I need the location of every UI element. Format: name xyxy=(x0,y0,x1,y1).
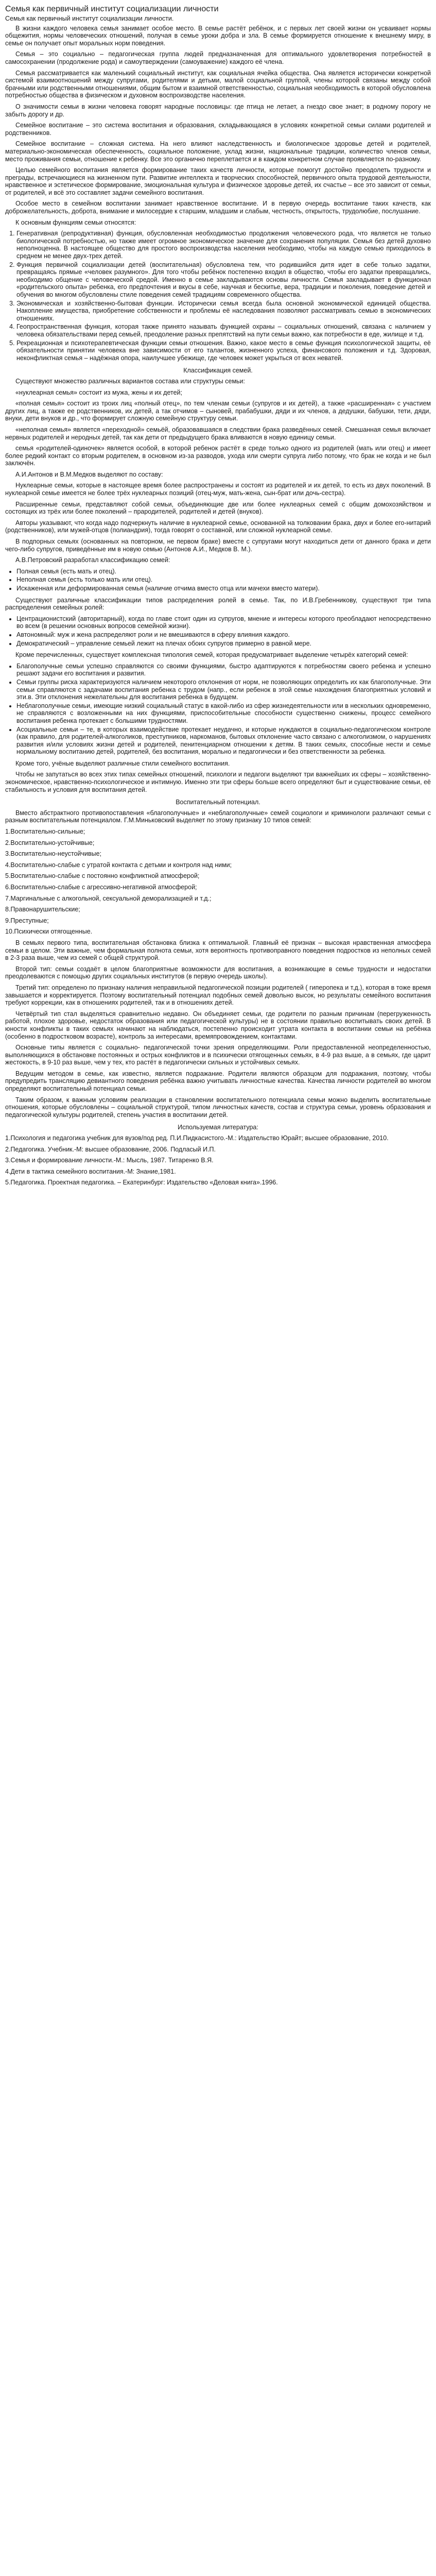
list-item: 3. Экономическая и хозяйственно-бытовая функции. Исторически семья всегда была основной экономической единицей общества. Накопление имущества, приобретение собственности и проблемы её наследования позволяют рассматривать семью в экономических отношениях. xyxy=(16,300,431,323)
incomplete-text: «неполная семья» является «переходной» семьёй, образовавшаяся в следствии брака разведённых семей. Смешанная семья включает нервных родителей и неродных детей, так как дети от предыдущего брака вливаются в новую единицу семьи. xyxy=(5,426,431,441)
reference-item: 5.Педагогика. Проектная педагогика. – Екатеринбург: Издательство «Деловая книга».1996. xyxy=(5,1179,278,1187)
list-item: 5. Рекреационная и психотерапевтическая функции семьи отношения. Важно, какое место в семье функция психологической защиты, её обязательности принятии человека вне зависимости от его талантов, жизненного успеха, финансового положения и т.д. Здоровая, неконфликтная семья – надёжная опора, наилучшее убежище, где человек может укрыться от всех неватей. xyxy=(16,340,431,362)
list-item: 1.Воспитательно-сильные; xyxy=(5,828,85,836)
list-item: 8.Правонарушительские; xyxy=(5,906,80,913)
list-item: 1. Генеративная (репродуктивная) функция, обусловленная необходимостью продолжения человеческого рода, что является не только биологической потребностью, но также имеет огромное экономическое значение для сохранения популяции. Семья без детей духовно неполноценна. В настоящее общество для простого воспроизводства населения необходимо, чтобы на каждую семью приходилось в среднем не менее двух-трех детей. xyxy=(16,230,431,260)
functions-list xyxy=(5,230,431,362)
list-item: 5.Воспитательно-слабые с постоянно конфликтной атмосферой; xyxy=(5,872,200,880)
remarried-text: В подпорных семьях (основанных на повторном, не первом браке) вместе с супругами могут находиться дети от данного брака и дети чего-либо супругов, приведённые им в новую семью (Антонов А.И., Медков В. М.). xyxy=(5,538,431,553)
list-item: • Демократический – управление семьей лежит на плечах обоих супругов примерно в равной мере. xyxy=(16,640,431,648)
petrovsky-list xyxy=(5,568,431,592)
list-item: • Асоциальные семьи – те, в которых взаимодействие протекает неудачно, и которые нуждаются в социально-педагогическом контроле (как правило, для родителей-алкоголиков, преступников, наркоманов, бытовых отклонение часто связано с алкоголизмом, о нарушениях развития и/или условиях жизни детей и родителей, пенитенциарном отношении к детям. В таких семьях, способные нести и семье нормальному воспитанию детей, родителей, без воспитания, морально и педагогически и без ответственности за ребенка. xyxy=(16,726,431,756)
class-intro: Существуют множество различных вариантов состава или структуры семьи: xyxy=(15,377,246,385)
extended-text: «полная семья» состоит из троих лиц «полный отец», по тем членам семьи (супругов и их детей), а также «расширенная» с участием других лиц, а также ее родственников, их детей, а так отчимов – сыновей, прабабушки, дяди и их членов, а дедушки, бабушки, тети, дяди, внуки, дети внуков и др., что формирует сложную семейную структуру семьи. xyxy=(5,400,431,422)
extended-definition: Расширенные семьи, представляют собой семьи, объединяющие две или более нуклеарных семей с общим домохозяйством и состоящих из трёх или более поколений – прародителей, родителей и детей (внуков). xyxy=(5,500,431,516)
paragraph-7: Целью семейного воспитания является формирование таких качеств личности, которые помогут достойно преодолеть трудности и преграды, встречающиеся на жизненном пути. Развитие интеллекта и творческих способностей, первичного опыта трудовой деятельности, нравственное и эстетическое формирование, эмоциональная культура и физическое здоровье детей, их счастье – все это зависит от семьи, от родителей, и всё это составляет задачи семейного воспитания. xyxy=(5,166,431,196)
paragraph-6: Семейное воспитание – сложная система. На него влияют наследственность и биологическое здоровье детей и родителей, материально-экономическая обеспеченность, социальное положение, уклад жизни, национальные традиции, количество членов семьи, место проживания семьи, отношение к ребенку. Все это органично переплетается и в каждом конкретном случае проявляется по-разному. xyxy=(5,140,431,163)
list-item: 4.Воспитательно-слабые с утратой контакта с детьми и контроля над ними; xyxy=(5,861,232,869)
list-item: • Автономный: муж и жена распределяют роли и не вмешиваются в сферу влияния каждого. xyxy=(16,631,431,639)
list-item: 9.Преступные; xyxy=(5,917,49,924)
single-parent-text: семья «родителей-одиночек» является особой, в которой ребенок растёт в среде только одного из родителей (мать или отец) и имеет более редкий контакт со вторым родителем, в основном из-за разводов, ухода или смерти супруга либо потому, что брак не когда и не был заключён. xyxy=(5,445,431,467)
references-list xyxy=(5,1134,431,1187)
list-item: 4. Геопространственная функция, которая также принято называть функцией охраны – социальных отношений, связана с наличием у человека обязательствами перед семьей, преодоление разных препятствий на пути семьи важно, как потребности в еде, жилище и т.д. xyxy=(16,323,431,338)
list-item: 10.Психически отягощенные. xyxy=(5,928,93,936)
conclusion-4: Четвёртый тип стал выделяться сравнительно недавно. Он объединяет семьи, где родители по разным причинам (перегруженность работой, плохое здоровье, недостаток образования или педагогической культуры) не в состоянии правильно воспитывать своих детей. В юности конфликты в таких семьях начинают на наблюдаться, постепенно происходит утрата контакта в воспитании семьи на ребёнка (особенно в подростковом возрасте), контроль за интересами, времяпровождением, контактами. xyxy=(5,1010,431,1040)
list-item: 2.Воспитательно-устойчивые; xyxy=(5,839,95,846)
list-item: 7.Маргинальные с алкогольной, сексуальной деморализацией и т.д.; xyxy=(5,894,212,902)
nuclear-definition: Нуклеарные семьи, которые в настоящее время более распространены и состоят из родителей и их детей, то есть из двух поколений. В нуклеарной семье имеется не более трёх нуклеарных позиций (отец-муж, мать-жена, сын-брат или дочь-сестра). xyxy=(5,482,431,497)
authors-text: А.И.Антонов и В.М.Медков выделяют по составу: xyxy=(15,470,163,478)
reference-item: 2.Педагогика. Учебник.-М: высшее образование, 2006. Подласый И.П. xyxy=(5,1145,216,1153)
conclusion-3: Третий тип: определено по признаку наличия неправильной педагогической позиции родителей ( гиперопека и т.д.), которая в тоже время завышается и корректируется. Поэтому воспитательный потенциал подобных семей довольно высок, но результаты семейного воспитания требуют коррекции, как в отношениях родителей, так и в отношениях детей. xyxy=(5,984,431,1007)
types-intro: Кроме перечисленных, существует комплексная типология семей, которая предусматривает выделение четырёх категорий семей: xyxy=(15,651,408,659)
document-title: Семья как первичный институт социализации личности xyxy=(5,5,219,13)
roles-intro: Существуют различные классификации типов распределения ролей в семье. Так, по И.В.Гребенникову, существуют три типа распределения семейных ролей: xyxy=(5,596,431,612)
petrovsky-text: А.В.Петровский разработал классификацию семей: xyxy=(15,556,170,564)
paragraph-8: Особое место в семейном воспитании занимает нравственное воспитание. И в первую очередь воспитание таких качеств, как доброжелательность, доброта, внимание и милосердие к старшим, младшим и слабым, честность, открытость, трудолюбие, послушание. xyxy=(5,200,431,215)
functions-heading: К основным функциям семьи относятся: xyxy=(15,218,136,226)
paragraph-2: Семья – это социально – педагогическая группа людей предназначенная для оптимального удовлетворения потребностей в самосохранении (продолжение рода) и самоутверждении (самоуважение) каждого её члена. xyxy=(5,50,431,65)
list-item: • Неблагополучные семьи, имеющие низкий социальный статус в какой-либо из сфер жизнедеятельности или в нескольких одновременно, не справляются с возложенными на них функциями, приспособительные способности существенно снижены, процесс семейного воспитания ребенка протекает с большими трудностями. xyxy=(16,702,431,725)
types-list xyxy=(5,663,431,756)
roles-list xyxy=(5,615,431,647)
conclusion-1: В семьях первого типа, воспитательная обстановка близка к оптимальной. Главный её признак – высокая нравственная атмосфера семьи в целом. Эти важные, чем формальная полнота семьи, хотя вероятность противоправного поведения подростков из неполных семей в 2-3 раза выше, чем из семей с общей структурой. xyxy=(5,939,431,962)
list-item: • Центрационистский (авторитарный), когда по главе стоит один из супругов, мнение и интересы которого преобладают непосредственно во всем (в решении основных вопросов семейной жизни). xyxy=(16,615,431,630)
paragraph-1: В жизни каждого человека семья занимает особое место. В семье растёт ребёнок, и с первых лет своей жизни он усваивает нормы общежития, нормы человеческих отношений, получая в семье уроки добра и зла. В семье формируется отношение к внешнему миру, в семье он получает опыт моральных норм поведения. xyxy=(5,24,431,47)
classification-heading: Классификация семей. xyxy=(183,367,253,375)
paragraph-3: Семья рассматривается как маленький социальный институт, как социальная ячейка общества. Она является исторически конкретной системой взаимоотношений между супругами, родителями и детьми, малой социальной группой, члены которой связаны между собой брачными или родственными отношениями, общим бытом и взаимной ответственностью, социальная необходимость в которой обусловлена потребностью общества в физическом и духовном воспроизводстве населения. xyxy=(5,69,431,99)
list-item: • Семьи группы риска характеризуются наличием некоторого отклонения от норм, не позволяющих определить их как благополучные. Эти семьи справляются с задачами воспитания ребенка с трудом (напр., если ребенок в этой семье нахождения благоприятных условий и эти.в. Эти отклонения нежелательны для воспитания ребенка в будущем. xyxy=(16,679,431,701)
spheres-text: Чтобы не запутаться во всех этих типах семейных отношений, психологи и педагоги выделяют три важнейших их сферы – хозяйственно-экономическое, нравственно-психологическое и интимную. Именно эти три сферы больше всего определяют быт и существование семьи, её стабильность и условия для воспитания детей. xyxy=(5,771,431,793)
list-item: • Неполная семья (есть только мать или отец). xyxy=(16,576,431,584)
nuclear-text: «нуклеарная семья» состоит из мужа, жены и их детей; xyxy=(15,388,182,396)
family-types-list xyxy=(5,828,431,936)
paragraph-5: Семейное воспитание – это система воспитания и образования, складывающаяся в условиях конкретной семьи силами родителей и родственников. xyxy=(5,122,431,137)
potential-intro: Вместо абстрактного противопоставления «благополучные» и «неблагополучные» семей социологи и криминологи различают семьи с разным воспитательным потенциалом. Г.М.Миньковский выделяет по этому признаку 10 типов семей: xyxy=(5,809,431,824)
reference-item: 1.Психология и педагогика учебник для вузов/под ред. П.И.Пидкасистого.-М.: Издательство Юрайт; высшее образование, 2010. xyxy=(5,1134,389,1142)
list-item: • Искаженная или деформированная семья (наличие отчима вместо отца или мачехи вместо матери). xyxy=(16,585,431,592)
reference-item: 4.Дети в тактика семейного воспитания.-М: Знание,1981. xyxy=(5,1167,176,1175)
potential-heading: Воспитательный потенциал. xyxy=(176,799,260,806)
reference-item: 3.Семья и формирование личности.-М.: Мысль, 1987. Титаренко В.Я. xyxy=(5,1157,214,1164)
conclusion-6: Ведущим методом в семье, как известно, является подражание. Родители являются образцом для подражания, поэтому, чтобы предупредить трансляцию девиантного поведения ребёнка важно учитывать личностные качества. Качества личности родителей во многом определяют воспитательный потенциал семьи. xyxy=(5,1070,431,1093)
list-item: 3.Воспитательно-неустойчивые; xyxy=(5,850,102,858)
paragraph-4: О значимости семьи в жизни человека говорят народные пословицы: где птица не летает, а гнездо свое знает; в родному порогу не забыть дорогу и др. xyxy=(5,103,431,118)
list-item: • Благополучные семьи успешно справляются со своими функциями, быстро адаптируются к потребностям своего ребенка и успешно решают задачи его воспитания и развития. xyxy=(16,663,431,677)
list-item: 6.Воспитательно-слабые с агрессивно-негативной атмосферой; xyxy=(5,884,197,891)
conclusion-2: Второй тип: семьи создаёт в целом благоприятные возможности для воспитания, а возникающие в семье трудности и недостатки преодолеваются с помощью других социальных институтов (в первую очередь школы). xyxy=(5,965,431,980)
list-item: 2. Функция первичной социализации детей (воспитательная) обусловлена тем, что родившийся дитя идет в себе только задатки, превращаясь прямые «человек разумного». Для того чтобы ребёнок постепенно входил в общество, чтобы его задатки превращались, необходимо общение с человеческой средой. Именно в семье закладываются основы личности. Семья закладывает в функционал «родительского опыта» ребенка, его предпочтения и вкусы в себе, научная и бескитье, вера, традиции и поколения, поведение детей и обучения во многом обусловлены стиле поведения семей традициям современного общества. xyxy=(16,261,431,299)
references-heading: Используемая литература: xyxy=(178,1124,258,1131)
conclusion-7: Таким образом, к важным условиям реализации в становлении воспитательного потенциала семьи можно выделить воспитательные отношения, которые обусловлены – социальной структурой, типом личностных качеств, состав и структура семьи, уровень образования и педагогической культуры родителей, степень участия в воспитании детей. xyxy=(5,1096,431,1118)
list-item: • Полная семья (есть мать и отец). xyxy=(16,568,431,575)
conclusion-5: Основные типы является с социально- педагогической точки зрения определяющими. Роли предоставленной неопределенностью, выполняющихся в обстановке постоянных и острых конфликтов и в психически отягощенных семьях, в 4-9 раз выше, а в семьях, где царит жестокость, в 9-10 раз выше, чем у тех, кто растёт в педагогически сильных и устойчивых семьях. xyxy=(5,1044,431,1066)
parenting-intro: Кроме того, учёные выделяют различные стили семейного воспитания. xyxy=(15,759,230,767)
intro-line: Семья как первичный институт социализации личности. xyxy=(5,15,174,22)
composite-text: Авторы указывают, что когда надо подчеркнуть наличие в нуклеарной семье, основанной на толковании брака, двух и более его-нитарий (родственников), или мужей-отцов (полиандрия), тогда говорят о составной, или сложной нуклеарной семье. xyxy=(5,519,431,534)
